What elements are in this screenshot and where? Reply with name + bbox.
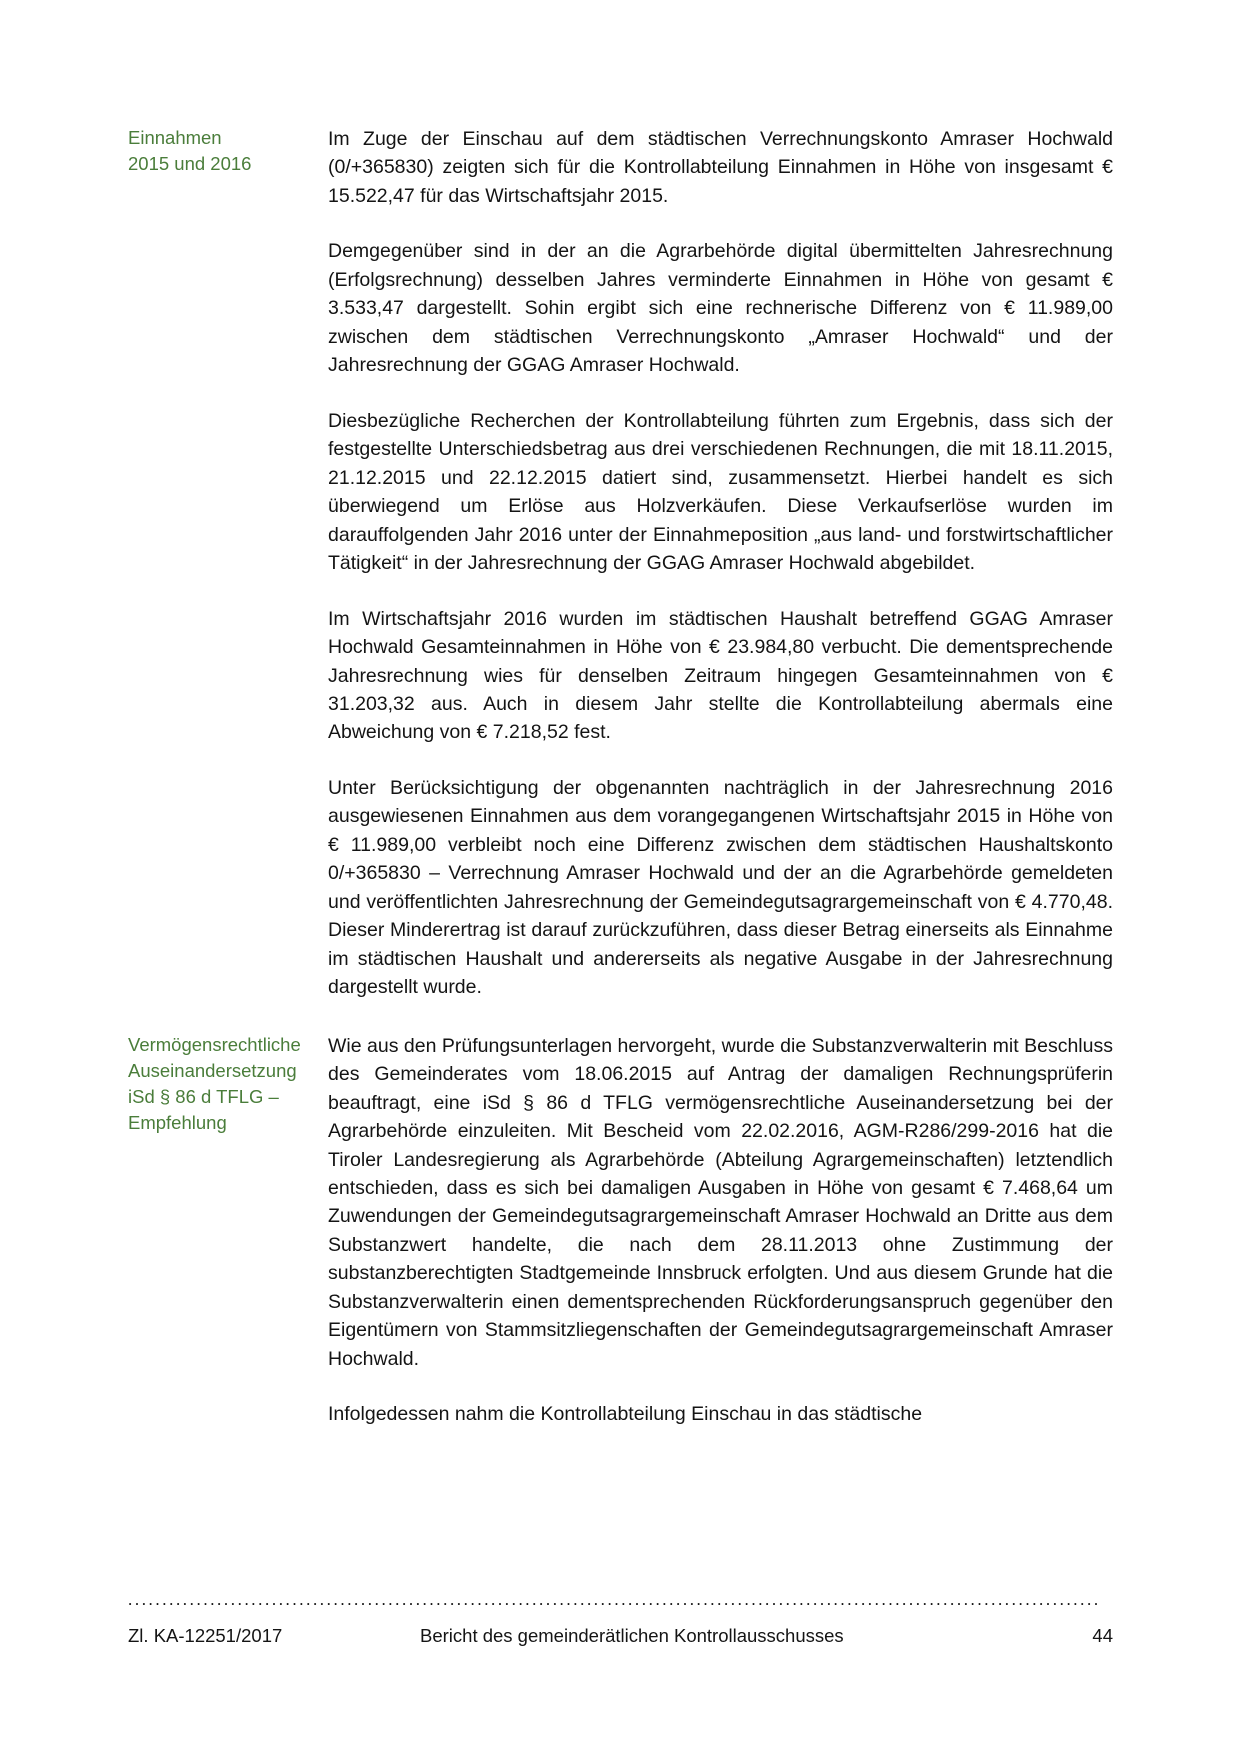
paragraph: Im Zuge der Einschau auf dem städtischen Verrechnungskonto Amraser Hochwald (0/+365830) zeigten sich für die Kontrollabteilung Einnahmen in Höhe von insgesamt € 15.522,47 für das Wirtschaftsjahr 2015. xyxy=(328,128,1113,207)
page-footer xyxy=(128,1595,1113,1647)
page-content xyxy=(128,125,1113,1459)
margin-note-line: Empfehlung xyxy=(128,1112,227,1134)
paragraph: Im Wirtschaftsjahr 2016 wurden im städtischen Haushalt betreffend GGAG Amraser Hochwald Gesamteinnahmen in Höhe von € 23.984,80 verbucht. Die dementsprechende Jahresrechnung wies für denselben Zeitraum hingegen Gesamteinnahmen von € 31.203,32 aus. Auch in diesem Jahr stellte die Kontrollabteilung abermals eine Abweichung von € 7.218,52 fest. xyxy=(328,607,1113,744)
footer-reference: Zl. KA-12251/2017 xyxy=(128,1625,283,1646)
margin-note-line: 2015 und 2016 xyxy=(128,153,252,175)
footer-page-number: 44 xyxy=(1092,1625,1113,1646)
paragraph: Demgegenüber sind in der an die Agrarbehörde digital übermittelten Jahresrechnung (Erfolgsrechnung) desselben Jahres verminderte Einnahmen in Höhe von gesamt € 3.533,47 dargestellt. Sohin ergibt sich eine rechnerische Differenz von € 11.989,00 zwischen dem städtischen Verrechnungskonto „Amraser Hochwald“ und der Jahresrechnung der GGAG Amraser Hochwald. xyxy=(328,240,1113,377)
footer-separator: .............................................................................................................................................. xyxy=(128,1595,1101,1609)
document-section xyxy=(128,1032,1113,1429)
paragraph: Unter Berücksichtigung der obgenannten nachträglich in der Jahresrechnung 2016 ausgewiesenen Einnahmen aus dem vorangegangenen Wirtschaftsjahr 2015 in Höhe von € 11.989,00 verbleibt noch eine Differenz zwischen dem städtischen Haushaltskonto 0/+365830 – Verrechnung Amraser Hochwald und der an die Agrarbehörde gemeldeten und veröffentlichten Jahresrechnung der Gemeindegutsagrargemeinschaft von € 4.770,48. Dieser Minderertrag ist darauf zurückzuführen, dass dieser Betrag einerseits als Einnahme im städtischen Haushalt und andererseits als negative Ausgabe in der Jahresrechnung dargestellt wurde. xyxy=(328,776,1113,999)
margin-note-einnahmen xyxy=(128,125,328,178)
margin-note-line: Auseinandersetzung xyxy=(128,1059,297,1081)
paragraph: Diesbezügliche Recherchen der Kontrollabteilung führten zum Ergebnis, dass sich der festgestellte Unterschiedsbetrag aus drei verschiedenen Rechnungen, die mit 18.11.2015, 21.12.2015 und 22.12.2015 datiert sind, zusammensetzt. Hierbei handelt es sich überwiegend um Erlöse aus Holzverkäufen. Diese Verkaufserlöse wurden im darauffolgenden Jahr 2016 unter der Einnahmeposition „aus land- und forstwirtschaftlicher Tätigkeit“ in der Jahresrechnung der GGAG Amraser Hochwald abgebildet. xyxy=(328,409,1113,575)
document-section xyxy=(128,125,1113,1002)
footer-title: Bericht des gemeinderätlichen Kontrollausschusses xyxy=(420,1625,844,1646)
margin-note-line: iSd § 86 d TFLG – xyxy=(128,1086,279,1108)
footer-row xyxy=(128,1625,1113,1647)
paragraph: Wie aus den Prüfungsunterlagen hervorgeht, wurde die Substanzverwalterin mit Beschluss des Gemeinderates vom 18.06.2015 auf Antrag der damaligen Rechnungsprüferin beauftragt, eine iSd § 86 d TFLG vermögensrechtliche Auseinandersetzung bei der Agrarbehörde einzuleiten. Mit Bescheid vom 22.02.2016, AGM-R286/299-2016 hat die Tiroler Landesregierung als Agrarbehörde (Abteilung Agrargemeinschaften) letztendlich entschieden, dass es sich bei damaligen Ausgaben in Höhe von gesamt € 7.468,64 um Zuwendungen der Gemeindegutsagrargemeinschaft Amraser Hochwald an Dritte aus dem Substanzwert handelte, die nach dem 28.11.2013 ohne Zustimmung der substanzberechtigten Stadtgemeinde Innsbruck erfolgten. Und aus diesem Grunde hat die Substanzverwalterin einen dementsprechenden Rückforderungsanspruch gegenüber den Eigentümern von Stammsitzliegenschaften der Gemeindegutsagrargemeinschaft Amraser Hochwald. xyxy=(328,1034,1113,1370)
section-body xyxy=(328,1032,1113,1429)
margin-note-line: Einnahmen xyxy=(128,127,222,148)
section-body xyxy=(328,125,1113,1002)
paragraph: Infolgedessen nahm die Kontrollabteilung Einschau in das städtische xyxy=(328,1403,923,1426)
margin-note-line: Vermögensrechtliche xyxy=(128,1033,301,1055)
margin-note-vermoegensrechtliche-auseinandersetzung xyxy=(128,1032,328,1137)
